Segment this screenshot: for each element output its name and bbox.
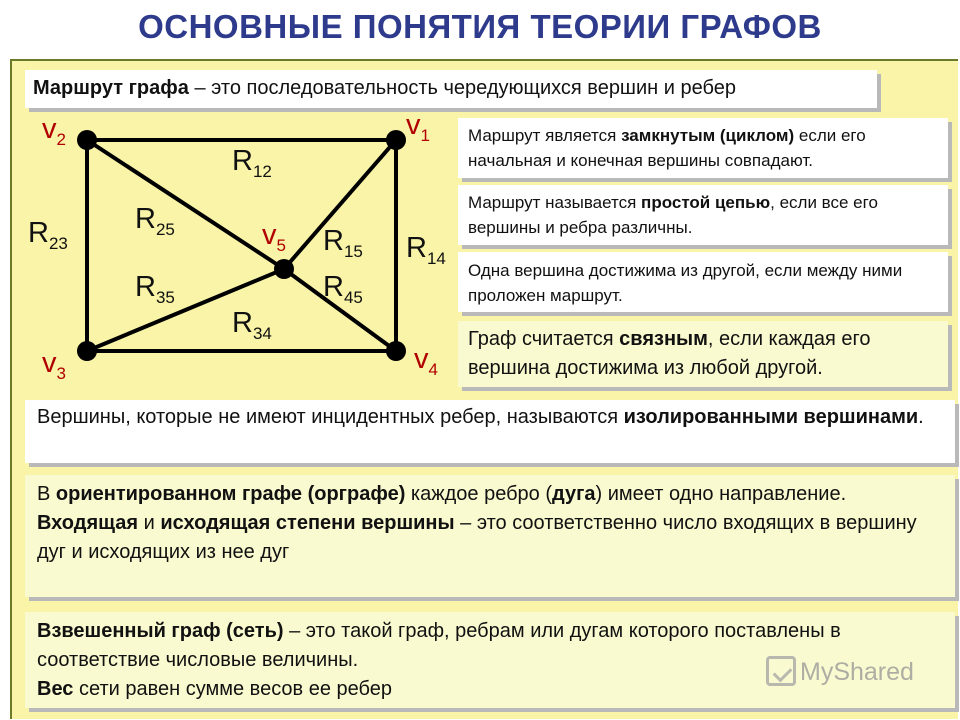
reachability-definition: Одна вершина достижима из другой, если между ними проложен маршрут. xyxy=(458,252,948,312)
vertex-v1-dot xyxy=(386,130,406,150)
isolated-definition: Вершины, которые не имеют инцидентных ребер, называются изолированными вершинами. xyxy=(25,400,955,463)
vertex-v2-label: $v_2$ xyxy=(42,113,66,149)
connected-definition: Граф считается связным, если каждая его вершина достижима из любой другой. xyxy=(458,321,948,387)
vertex-v2-dot xyxy=(77,130,97,150)
weighted-definition: Взвешенный граф (сеть) – это такой граф, ребрам или дугам которого поставлены в соответствие числовые величины. Вес сети равен сумме весов ее ребер xyxy=(25,612,955,708)
watermark-logo: MyShared xyxy=(766,656,914,687)
indegree-term: Входящая xyxy=(37,512,139,534)
cycle-term: замкнутым (циклом) xyxy=(621,126,795,145)
page-title: ОСНОВНЫЕ ПОНЯТИЯ ТЕОРИИ ГРАФОВ xyxy=(138,8,822,45)
vertex-v4-dot xyxy=(386,341,406,361)
route-text: – это последовательность чередующихся вершин и ребер xyxy=(188,77,736,99)
weighted-term: Взвешенный граф (сеть) xyxy=(37,620,284,642)
myshared-icon xyxy=(766,656,796,686)
isolated-term: изолированными вершинами xyxy=(623,406,919,428)
route-term: Маршрут графа xyxy=(33,77,189,99)
simple-chain-definition: Маршрут называется простой цепью, если все его вершины и ребра различны. xyxy=(458,185,948,245)
graph-diagram xyxy=(10,109,460,390)
arc-term: дуга xyxy=(552,483,596,505)
edge-r34-label: $R_{34}$ xyxy=(232,307,272,343)
edge-r25-label: $R_{25}$ xyxy=(135,203,175,239)
vertex-v5-dot xyxy=(274,259,294,279)
digraph-definition: В ориентированном графе (орграфе) каждое ребро (дуга) имеет одно направление. Входящая и исходящая степени вершины – это соответственно число входящих в вершину дуг и исходящих из нее дуг xyxy=(25,475,955,597)
edge-r35-label: $R_{35}$ xyxy=(135,271,175,307)
route-definition xyxy=(25,70,877,108)
edge-r15-label: $R_{15}$ xyxy=(323,225,363,261)
vertex-v4-label: $v_4$ xyxy=(414,343,438,379)
connected-term: связным xyxy=(619,328,708,350)
cycle-definition: Маршрут является замкнутым (циклом) если его начальная и конечная вершины совпадают. xyxy=(458,118,948,178)
vertex-v3-dot xyxy=(77,341,97,361)
edge-r45-label: $R_{45}$ xyxy=(323,271,363,307)
vertex-v1-label: $v_1$ xyxy=(406,109,430,145)
edge-r12-label: $R_{12}$ xyxy=(232,145,272,181)
chain-term: простой цепью xyxy=(641,193,771,212)
edge-r14-label: $R_{14}$ xyxy=(406,232,446,268)
digraph-term: ориентированном графе (орграфе) xyxy=(55,483,406,505)
vertex-v5-label: $v_5$ xyxy=(262,219,286,255)
vertex-v3-label: $v_3$ xyxy=(42,347,66,383)
edge-r23-label: $R_{23}$ xyxy=(28,217,68,253)
outdegree-term: исходящая степени вершины xyxy=(160,512,455,534)
weight-term: Вес xyxy=(37,678,74,700)
